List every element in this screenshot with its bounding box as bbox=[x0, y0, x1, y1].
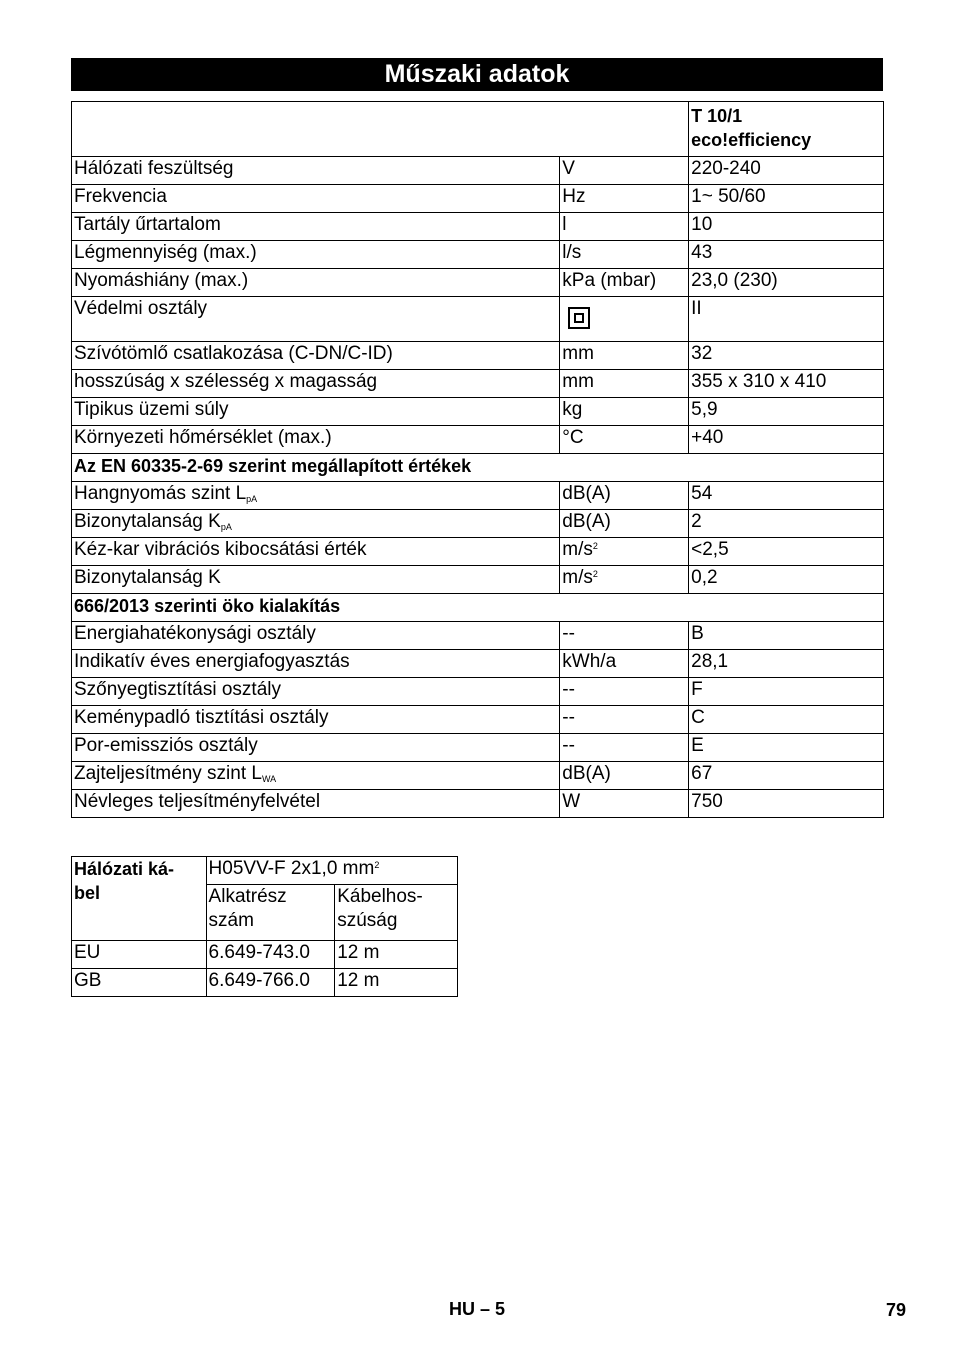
row-value: C bbox=[689, 706, 884, 734]
row-unit: mm bbox=[560, 342, 689, 370]
row-value: E bbox=[689, 734, 884, 762]
row-value: 67 bbox=[689, 762, 884, 790]
row-value: <2,5 bbox=[689, 538, 884, 566]
row-label: Hálózati feszültség bbox=[72, 157, 560, 185]
row-value: +40 bbox=[689, 426, 884, 454]
row-label: Bizonytalanság K bbox=[72, 566, 560, 594]
row-value: 10 bbox=[689, 213, 884, 241]
row-label: Névleges teljesítményfelvétel bbox=[72, 790, 560, 818]
table-row bbox=[72, 241, 884, 269]
cable-length: 12 m bbox=[335, 969, 458, 997]
page-title: Műszaki adatok bbox=[71, 58, 883, 91]
table-row bbox=[72, 482, 884, 510]
row-unit: -- bbox=[560, 622, 689, 650]
row-unit: dB(A) bbox=[560, 482, 689, 510]
row-label: hosszúság x szélesség x magasság bbox=[72, 370, 560, 398]
row-value: 28,1 bbox=[689, 650, 884, 678]
row-unit: $m/s^2$ bbox=[560, 566, 689, 594]
page-number: 79 bbox=[885, 1300, 906, 1320]
model-name: T 10/1 eco!efficiency bbox=[689, 102, 884, 157]
table-row bbox=[72, 538, 884, 566]
section-row bbox=[72, 454, 884, 482]
row-value: 32 bbox=[689, 342, 884, 370]
table-row bbox=[72, 370, 884, 398]
row-value: 750 bbox=[689, 790, 884, 818]
cable-heading: Hálózati ká- bel bbox=[72, 857, 207, 941]
section-heading-eco: 666/2013 szerinti öko kialakítás bbox=[72, 594, 884, 622]
specs-table bbox=[71, 101, 884, 818]
cable-col-part-number: Alkatrész szám bbox=[206, 885, 335, 941]
table-row bbox=[72, 678, 884, 706]
table-row bbox=[72, 762, 884, 790]
row-unit: kPa (mbar) bbox=[560, 269, 689, 297]
row-label: Energiahatékonysági osztály bbox=[72, 622, 560, 650]
row-value: 220-240 bbox=[689, 157, 884, 185]
table-row bbox=[72, 790, 884, 818]
cable-region: GB bbox=[72, 969, 207, 997]
row-label: Por-emissziós osztály bbox=[72, 734, 560, 762]
cable-length: 12 m bbox=[335, 941, 458, 969]
table-row bbox=[72, 650, 884, 678]
row-unit: Hz bbox=[560, 185, 689, 213]
table-row bbox=[72, 398, 884, 426]
table-row bbox=[72, 969, 458, 997]
row-unit: mm bbox=[560, 370, 689, 398]
table-row bbox=[72, 426, 884, 454]
row-unit: dB(A) bbox=[560, 762, 689, 790]
row-label: Tartály űrtartalom bbox=[72, 213, 560, 241]
table-row bbox=[72, 941, 458, 969]
row-unit: °C bbox=[560, 426, 689, 454]
row-label: Bizonytalanság $K_{pA}$ bbox=[72, 510, 560, 538]
row-unit: kWh/a bbox=[560, 650, 689, 678]
row-value: 54 bbox=[689, 482, 884, 510]
cable-type-row bbox=[72, 857, 458, 885]
table-row bbox=[72, 734, 884, 762]
row-unit: dB(A) bbox=[560, 510, 689, 538]
row-value: 5,9 bbox=[689, 398, 884, 426]
row-label: Környezeti hőmérséklet (max.) bbox=[72, 426, 560, 454]
row-value: 43 bbox=[689, 241, 884, 269]
table-row bbox=[72, 566, 884, 594]
table-row bbox=[72, 269, 884, 297]
row-label: Védelmi osztály bbox=[72, 297, 560, 342]
row-label: Szőnyegtisztítási osztály bbox=[72, 678, 560, 706]
cable-part-number: 6.649-743.0 bbox=[206, 941, 335, 969]
table-row bbox=[72, 185, 884, 213]
table-row bbox=[72, 213, 884, 241]
row-unit: kg bbox=[560, 398, 689, 426]
table-header-row bbox=[72, 102, 884, 157]
row-label: Frekvencia bbox=[72, 185, 560, 213]
row-unit: -- bbox=[560, 706, 689, 734]
row-unit: l/s bbox=[560, 241, 689, 269]
row-unit: $m/s^2$ bbox=[560, 538, 689, 566]
row-unit: V bbox=[560, 157, 689, 185]
protection-class-ii-icon bbox=[568, 307, 590, 329]
row-label: Zajteljesítmény szint $L_{WA}$ bbox=[72, 762, 560, 790]
row-unit: -- bbox=[560, 678, 689, 706]
cable-type: H05VV-F 2x1,0 $mm^2$ bbox=[206, 857, 457, 885]
cable-part-number: 6.649-766.0 bbox=[206, 969, 335, 997]
row-value: B bbox=[689, 622, 884, 650]
row-unit: -- bbox=[560, 734, 689, 762]
row-label: Kéz-kar vibrációs kibocsátási érték bbox=[72, 538, 560, 566]
section-heading-en: Az EN 60335-2-69 szerint megállapított értékek bbox=[72, 454, 884, 482]
row-value: 2 bbox=[689, 510, 884, 538]
row-label: Hangnyomás szint $L_{pA}$ bbox=[72, 482, 560, 510]
table-row bbox=[72, 510, 884, 538]
footer-section-label: HU – 5 bbox=[448, 1299, 506, 1319]
row-label: Keménypadló tisztítási osztály bbox=[72, 706, 560, 734]
row-value: 1~ 50/60 bbox=[689, 185, 884, 213]
table-row bbox=[72, 157, 884, 185]
row-label: Légmennyiség (max.) bbox=[72, 241, 560, 269]
row-value: 0,2 bbox=[689, 566, 884, 594]
row-value: II bbox=[689, 297, 884, 342]
cable-col-length: Kábelhos- szúság bbox=[335, 885, 458, 941]
cable-region: EU bbox=[72, 941, 207, 969]
row-label: Nyomáshiány (max.) bbox=[72, 269, 560, 297]
row-unit: W bbox=[560, 790, 689, 818]
row-label: Szívótömlő csatlakozása (C-DN/C-ID) bbox=[72, 342, 560, 370]
table-row bbox=[72, 706, 884, 734]
row-value: F bbox=[689, 678, 884, 706]
cable-table bbox=[71, 856, 458, 997]
row-value: 23,0 (230) bbox=[689, 269, 884, 297]
table-row bbox=[72, 622, 884, 650]
row-unit: l bbox=[560, 213, 689, 241]
row-label: Indikatív éves energiafogyasztás bbox=[72, 650, 560, 678]
table-row bbox=[72, 297, 884, 342]
row-value: 355 x 310 x 410 bbox=[689, 370, 884, 398]
section-row bbox=[72, 594, 884, 622]
table-row bbox=[72, 342, 884, 370]
row-unit bbox=[560, 297, 689, 342]
row-label: Tipikus üzemi súly bbox=[72, 398, 560, 426]
